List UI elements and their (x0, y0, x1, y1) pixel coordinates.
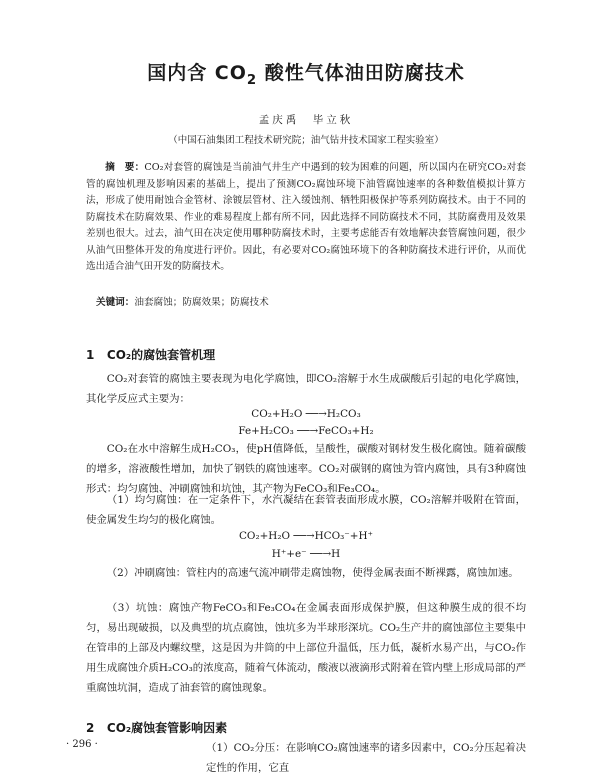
keywords (96, 294, 526, 308)
section-1-paragraph-4: （2）冲刷腐蚀：管柱内的高速气流冲刷带走腐蚀物，使得金属表面不断裸露，腐蚀加速。 (106, 567, 519, 579)
affiliation: （中国石油集团工程技术研究院；油气钻井技术国家工程实验室） (168, 135, 444, 146)
keywords-text: 油套腐蚀；防腐效果；防腐技术 (134, 297, 269, 308)
section-1-paragraph-1: CO₂对套管的腐蚀主要表现为电化学腐蚀，即CO₂溶解于水生成碳酸后引起的电化学腐蚀，其化学反应式主要为： (86, 373, 526, 405)
equation-3: CO₂+H₂O ──→HCO₃⁻+H⁺ (238, 530, 374, 542)
authors: 孟庆禹 毕立秋 (258, 114, 354, 126)
abstract (86, 160, 526, 276)
abstract-label: 摘 要： (105, 162, 145, 173)
section-2-paragraph-1: （1）CO₂分压：在影响CO₂腐蚀速率的诸多因素中，CO₂分压起着决定性的作用，它直 (206, 742, 526, 774)
section-1-paragraph-2: CO₂在水中溶解生成H₂CO₃，使pH值降低，呈酸性，碳酸对钢材发生极化腐蚀。随着碳酸的增多，溶液酸性增加，加快了钢铁的腐蚀速率。CO₂对碳钢的腐蚀为管内腐蚀，具有3种腐蚀形式：均匀腐蚀、冲刷腐蚀和坑蚀，其产物为FeCO₃和Fe₃CO₄。 (86, 443, 526, 495)
section-1-paragraph-5: （3）坑蚀：腐蚀产物FeCO₃和Fe₃CO₄在金属表面形成保护膜，但这种膜生成的很不均匀，易出现破损，以及典型的坑点腐蚀，蚀坑多为半球形深坑。CO₂生产井的腐蚀部位主要集中在管串的上部及内螺纹壁，这是因为井筒的中上部位升温低，压力低，凝析水易产出，与CO₂作用生成腐蚀介质H₂CO₃的浓度高，随着气体流动，酸液以液滴形式附着在管内壁上形成局部的严重腐蚀坑洞，造成了油套管的腐蚀现象。 (86, 602, 526, 694)
page-number: · 296 · (66, 739, 98, 750)
paper-title: 国内含 $CO_2$ 酸性气体油田防腐技术 (147, 62, 465, 88)
section-1-paragraph-3: （1）均匀腐蚀：在一定条件下，水汽凝结在套管表面形成水膜，CO₂溶解并吸附在管面，使金属发生均匀的极化腐蚀。 (86, 494, 526, 526)
equation-2: Fe+H₂CO₃ ──→FeCO₃+H₂ (238, 425, 374, 437)
section-2-heading: 2 CO₂腐蚀套管影响因素 (86, 721, 228, 735)
equation-4: H⁺+e⁻ ──→H (271, 548, 341, 560)
abstract-text: CO₂对套管的腐蚀是当前油气井生产中遇到的较为困难的问题，所以国内在研究CO₂对套管的腐蚀机理及影响因素的基础上，提出了预测CO₂腐蚀环境下油管腐蚀速率的各种数值模拟计算方法，形成了使用耐蚀合金管材、涂镀层管材、注入缓蚀剂、牺牲阳极保护等系列防腐技术。由于不同的防腐技术在防腐效果、作业的难易程度上都有所不同，因此选择不同防腐技术不同，其防腐费用及效果差别也很大。过去，油气田在决定使用哪种防腐技术时，主要考虑能否有效地解决套管腐蚀问题，很少从油气田整体开发的角度进行评价。因此，有必要对CO₂腐蚀环境下的各种防腐技术进行评价，从而优选出适合油气田开发的防腐技术。 (86, 162, 526, 272)
section-1-heading: 1 CO₂的腐蚀套管机理 (86, 348, 216, 362)
keywords-label: 关键词： (96, 297, 135, 308)
equation-1: CO₂+H₂O ──→H₂CO₃ (251, 408, 361, 420)
